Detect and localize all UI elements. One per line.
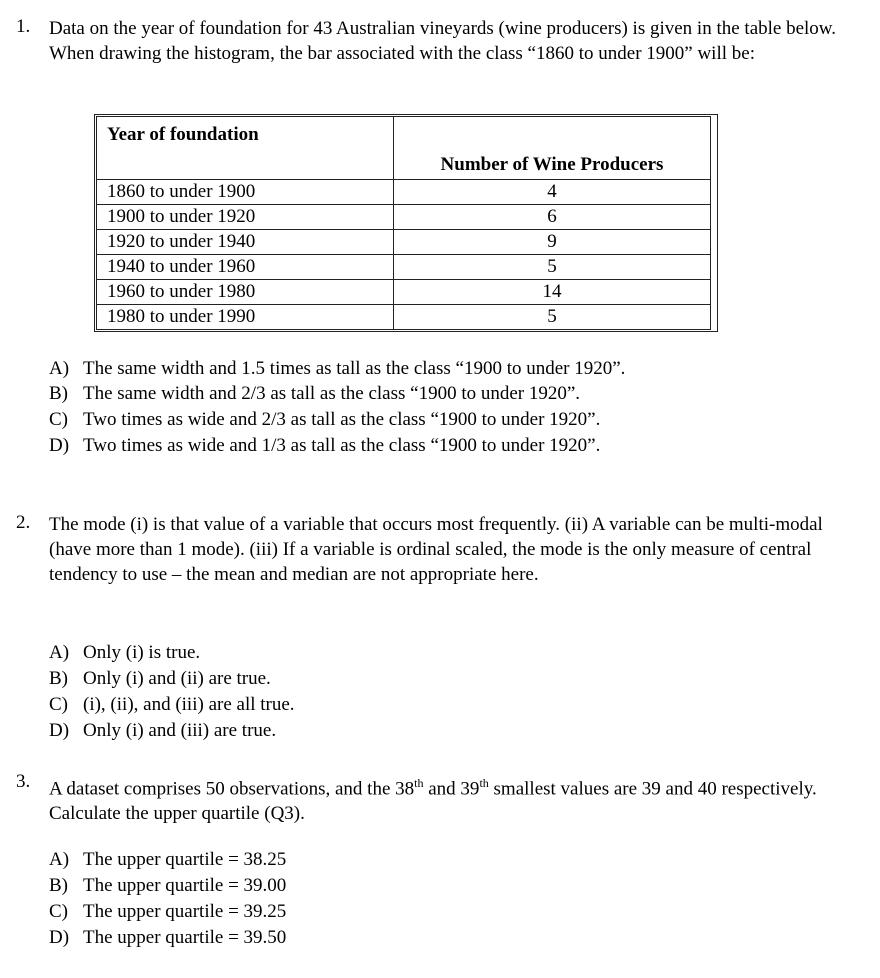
option-text: Only (i) and (iii) are true. — [83, 720, 277, 741]
option-letter: A) — [49, 358, 70, 379]
option-letter: C) — [49, 694, 68, 715]
table-header-count: Number of Wine Producers — [394, 117, 711, 180]
question-1-number: 1. — [16, 16, 31, 37]
table-cell-count: 4 — [394, 180, 711, 205]
table-cell-count: 5 — [394, 305, 711, 330]
table-cell-class: 1860 to under 1900 — [97, 180, 394, 205]
option-text: Only (i) and (ii) are true. — [83, 668, 271, 689]
question-1-text: Data on the year of foundation for 43 Australian vineyards (wine producers) is given in the table below. When drawing the histogram, the bar associated with the class “1860 to under 1900” will be: — [49, 18, 837, 64]
option-text: The upper quartile = 38.25 — [83, 849, 287, 870]
question-3-text-part3: smallest values are 39 and 40 respectively. Calculate the upper quartile (Q3). — [49, 778, 817, 825]
table-row — [97, 205, 711, 230]
superscript-th: th — [414, 776, 424, 790]
table-cell-count: 14 — [394, 280, 711, 305]
option-text: Two times as wide and 2/3 as tall as the class “1900 to under 1920”. — [83, 409, 601, 430]
table-row — [97, 255, 711, 280]
question-2-option-a — [49, 640, 200, 665]
option-letter: A) — [49, 849, 70, 870]
question-3-text-part2: and 39 — [423, 778, 480, 800]
question-3-option-a — [49, 847, 286, 872]
table-cell-class: 1940 to under 1960 — [97, 255, 394, 280]
option-letter: C) — [49, 901, 68, 922]
option-text: (i), (ii), and (iii) are all true. — [83, 694, 295, 715]
option-letter: A) — [49, 642, 70, 663]
table-cell-count: 9 — [394, 230, 711, 255]
table-row — [97, 280, 711, 305]
table-cell-count: 6 — [394, 205, 711, 230]
question-2-text: The mode (i) is that value of a variable that occurs most frequently. (ii) A variable can be multi-modal (have more than 1 mode). (iii) If a variable is ordinal scaled, the mode is the only measure of central tendency to use – the mean and median are not appropriate here. — [49, 514, 823, 585]
question-3-option-d — [49, 925, 286, 950]
question-3-option-b — [49, 873, 286, 898]
option-letter: B) — [49, 383, 68, 404]
table-cell-class: 1900 to under 1920 — [97, 205, 394, 230]
option-text: The same width and 1.5 times as tall as the class “1900 to under 1920”. — [83, 358, 626, 379]
option-text: The upper quartile = 39.25 — [83, 901, 287, 922]
question-2-number: 2. — [16, 512, 31, 533]
table-cell-class: 1920 to under 1940 — [97, 230, 394, 255]
table-header-row — [97, 117, 711, 180]
table-row — [97, 305, 711, 330]
option-letter: D) — [49, 435, 70, 456]
table-header-year: Year of foundation — [97, 117, 394, 180]
option-letter: D) — [49, 720, 70, 741]
frequency-table — [96, 116, 711, 330]
option-text: The same width and 2/3 as tall as the class “1900 to under 1920”. — [83, 383, 581, 404]
question-2-option-d — [49, 718, 276, 743]
question-1-option-d — [49, 433, 600, 458]
option-letter: B) — [49, 668, 68, 689]
question-3-number: 3. — [16, 771, 31, 792]
option-letter: B) — [49, 875, 68, 896]
option-text: The upper quartile = 39.50 — [83, 927, 287, 948]
question-1-option-a — [49, 356, 625, 381]
superscript-th: th — [479, 776, 489, 790]
table-row — [97, 180, 711, 205]
question-1-option-b — [49, 381, 580, 406]
question-2-option-b — [49, 666, 271, 691]
table-cell-class: 1980 to under 1990 — [97, 305, 394, 330]
table-cell-count: 5 — [394, 255, 711, 280]
table-row — [97, 230, 711, 255]
question-2-option-c — [49, 692, 295, 717]
question-1-option-c — [49, 407, 600, 432]
table-cell-class: 1960 to under 1980 — [97, 280, 394, 305]
question-3-text-part1: A dataset comprises 50 observations, and the 38 — [49, 778, 415, 800]
option-letter: C) — [49, 409, 68, 430]
option-text: Only (i) is true. — [83, 642, 201, 663]
question-3-option-c — [49, 899, 286, 924]
option-text: Two times as wide and 1/3 as tall as the class “1900 to under 1920”. — [83, 435, 601, 456]
option-text: The upper quartile = 39.00 — [83, 875, 287, 896]
question-3-text — [49, 771, 849, 826]
option-letter: D) — [49, 927, 70, 948]
